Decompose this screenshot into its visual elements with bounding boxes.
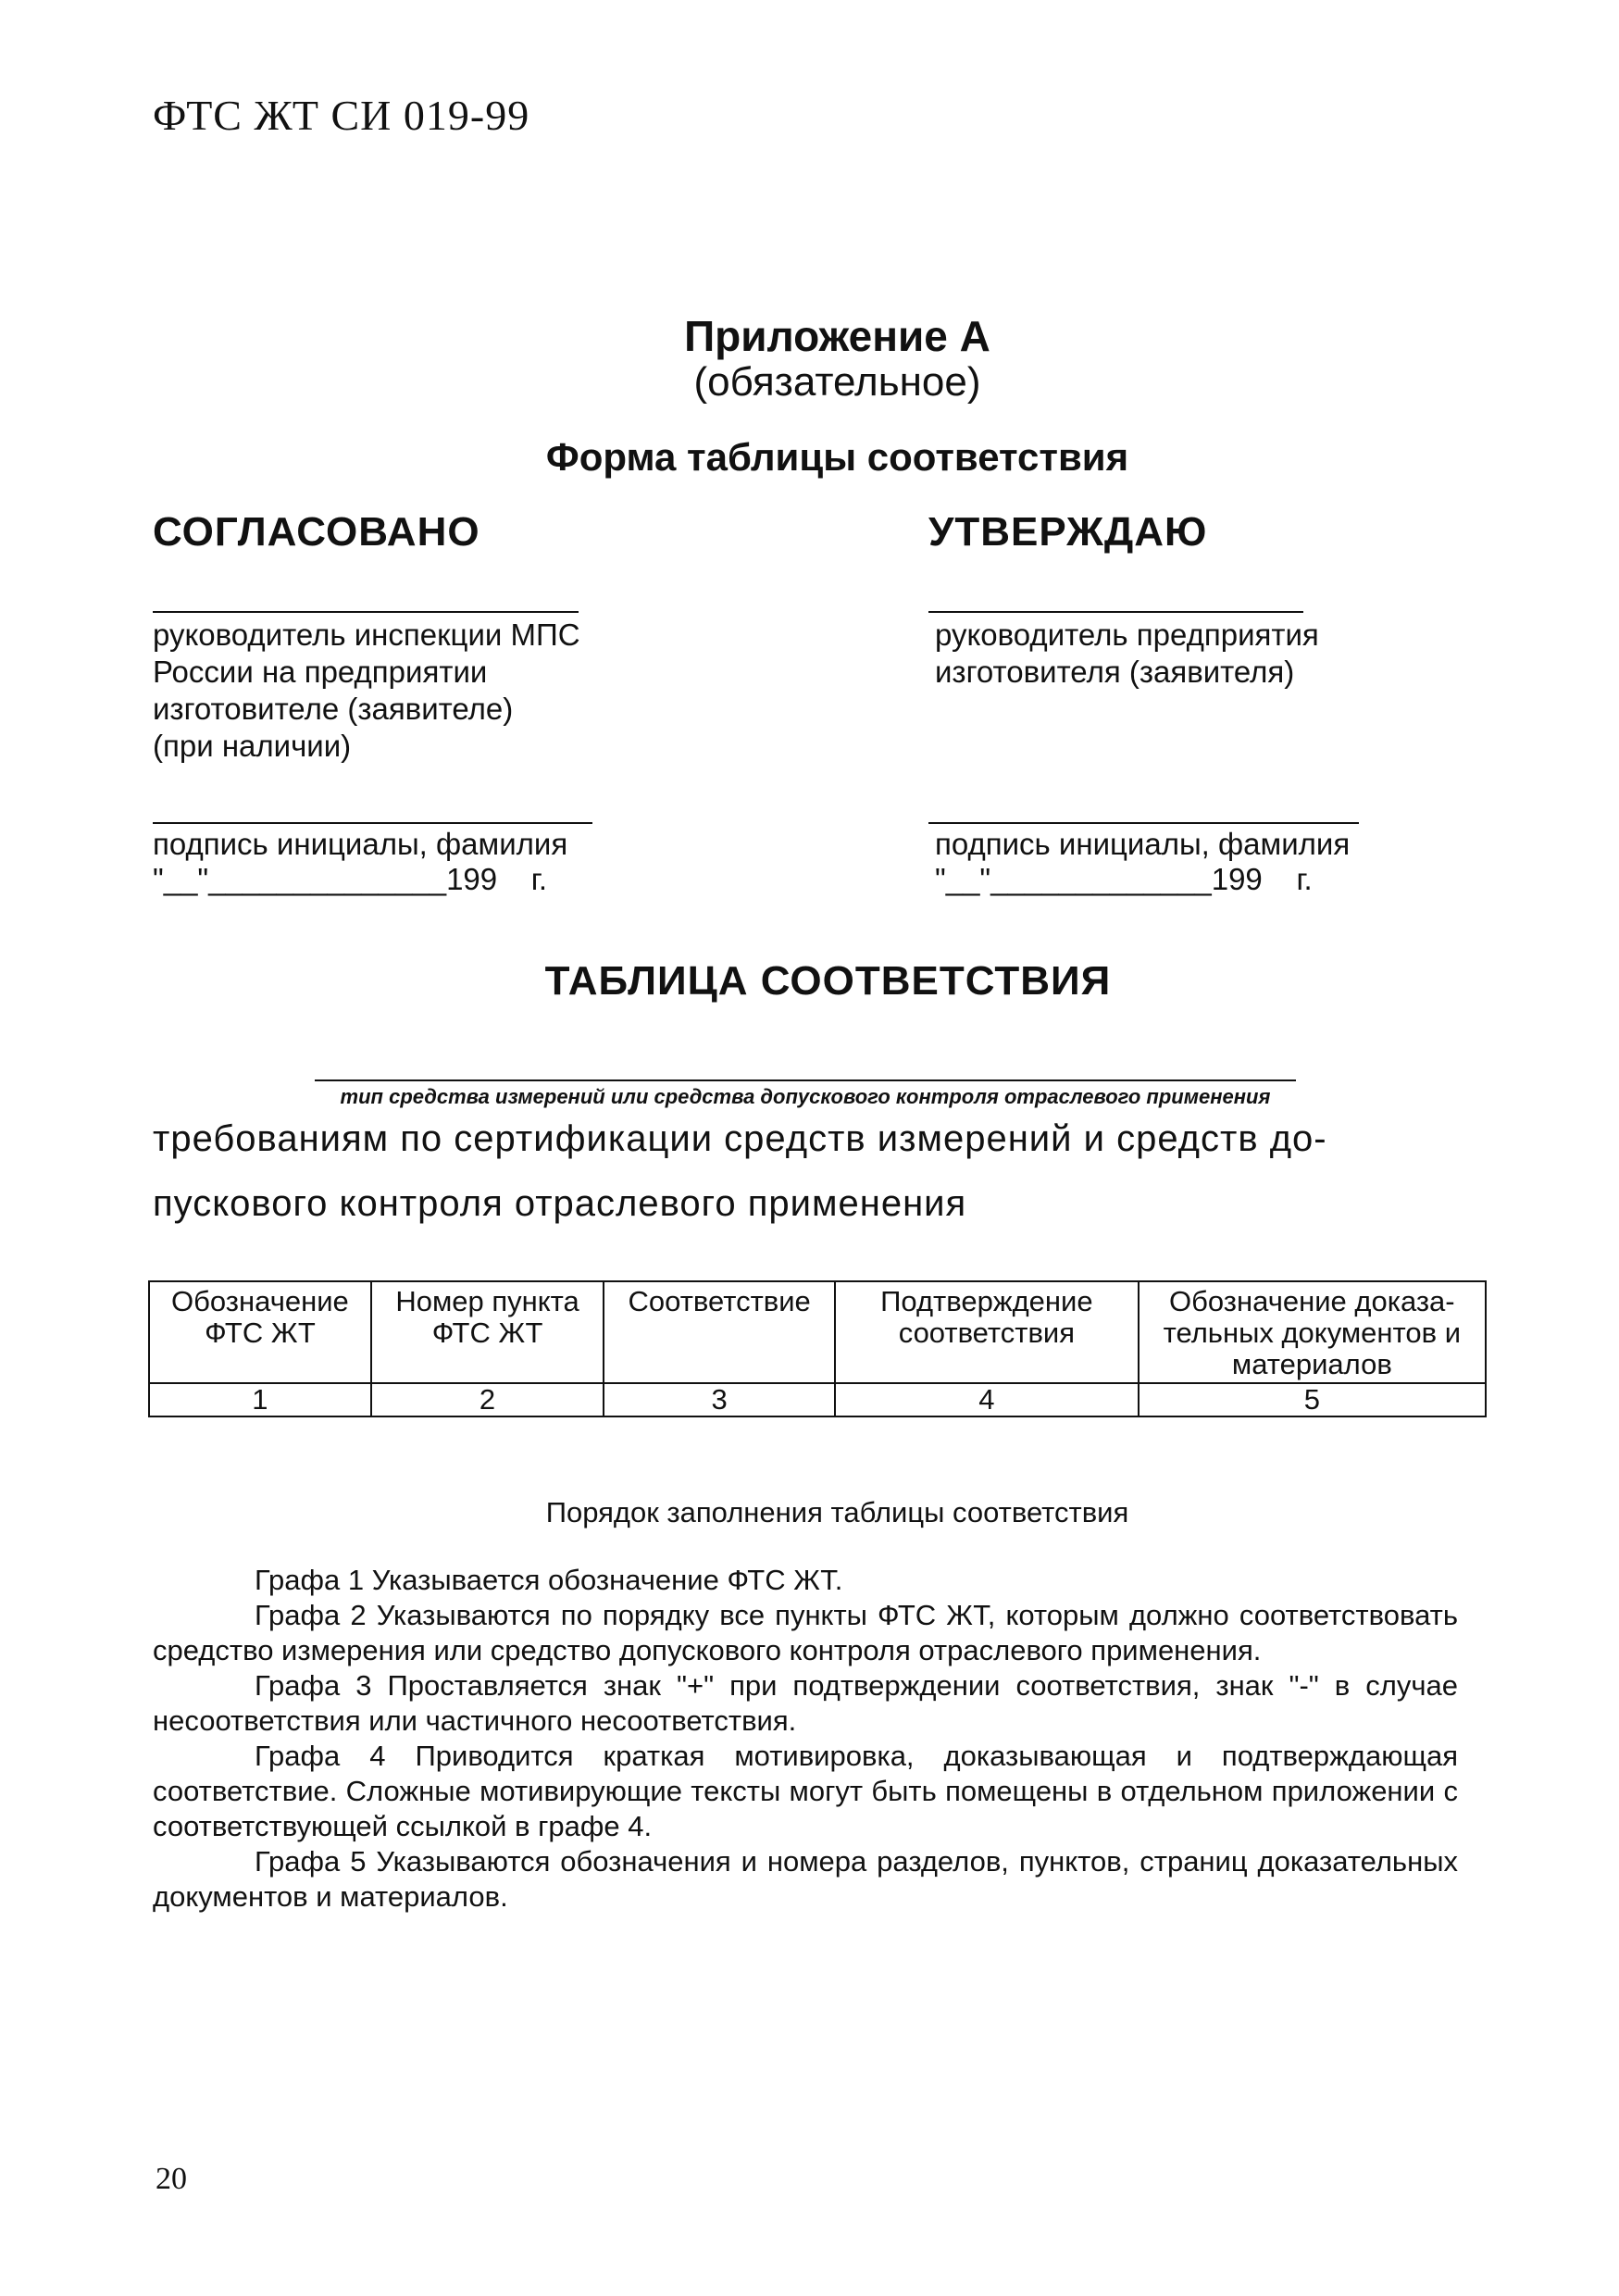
conformity-table bbox=[148, 1280, 1487, 1417]
type-entry-line bbox=[315, 1079, 1296, 1081]
requirement-line-2: пускового контроля отраслевого применения bbox=[153, 1183, 967, 1224]
appendix-subtitle: (обязательное) bbox=[693, 359, 981, 405]
approve-heading: УТВЕРЖДАЮ bbox=[928, 509, 1208, 555]
approve-signature-line bbox=[928, 822, 1359, 824]
approve-role-line-1: руководитель предприятия bbox=[935, 618, 1319, 652]
column-2-instruction: Графа 2 Указываются по порядку все пункты ФТС ЖТ, которым должно соответствовать средство измерения или средство допускового контроля отраслевого применения. bbox=[153, 1599, 1458, 1666]
approve-role-line bbox=[928, 611, 1303, 613]
agreed-role-text bbox=[153, 617, 580, 765]
table-header-cell-4: Подтверждение соответствия bbox=[835, 1281, 1139, 1383]
agreed-role-line-1: руководитель инспекции МПС bbox=[153, 618, 580, 652]
filling-instructions bbox=[153, 1563, 1458, 1915]
agreed-heading: СОГЛАСОВАНО bbox=[153, 509, 480, 555]
table-header-cell-2: Номер пункта ФТС ЖТ bbox=[371, 1281, 604, 1383]
column-1-instruction: Графа 1 Указывается обозначение ФТС ЖТ. bbox=[255, 1564, 843, 1596]
agreed-role-line-4: (при наличии) bbox=[153, 729, 352, 763]
approve-role-line-2: изготовителя (заявителя) bbox=[935, 655, 1295, 689]
column-number-2: 2 bbox=[371, 1383, 604, 1416]
agreed-role-line-3: изготовителе (заявителе) bbox=[153, 692, 514, 726]
type-caption: тип средства измерений или средства допускового контроля отраслевого применения bbox=[340, 1085, 1271, 1108]
page-number: 20 bbox=[156, 2162, 187, 2196]
table-header-row bbox=[149, 1281, 1486, 1383]
table-header-cell-5: Обозначение доказа- тельных документов и материалов bbox=[1139, 1281, 1486, 1383]
appendix-title: Приложение А bbox=[684, 312, 990, 360]
column-number-1: 1 bbox=[149, 1383, 371, 1416]
column-4-instruction: Графа 4 Приводится краткая мотивировка, доказывающая и подтверждающая соответствие. Сложные мотивирующие тексты могут быть помещены в отдельном приложении с соответствующей ссылкой в графе 4. bbox=[153, 1740, 1458, 1842]
column-5-instruction: Графа 5 Указываются обозначения и номера разделов, пунктов, страниц доказательных документов и материалов. bbox=[153, 1845, 1458, 1913]
column-number-3: 3 bbox=[604, 1383, 835, 1416]
approve-role-text bbox=[935, 617, 1319, 691]
table-header-cell-3: Соответствие bbox=[604, 1281, 835, 1383]
column-number-5: 5 bbox=[1139, 1383, 1486, 1416]
approve-signature-caption: подпись инициалы, фамилия bbox=[935, 827, 1351, 861]
document-code: ФТС ЖТ СИ 019-99 bbox=[153, 92, 530, 139]
table-number-row bbox=[149, 1383, 1486, 1416]
approve-date-line: "__"_____________199 г. bbox=[935, 862, 1313, 896]
agreed-role-line-2: России на предприятии bbox=[153, 655, 488, 689]
agreed-role-line bbox=[153, 611, 579, 613]
table-header-cell-1: Обозначение ФТС ЖТ bbox=[149, 1281, 371, 1383]
column-3-instruction: Графа 3 Проставляется знак "+" при подтверждении соответствия, знак "-" в случае несоответствия или частичного несоответствия. bbox=[153, 1669, 1458, 1737]
conformity-table-title: ТАБЛИЦА СООТВЕТСТВИЯ bbox=[544, 958, 1112, 1004]
agreed-signature-caption: подпись инициалы, фамилия bbox=[153, 827, 568, 861]
filling-title: Порядок заполнения таблицы соответствия bbox=[545, 1496, 1129, 1529]
agreed-date-line: "__"______________199 г. bbox=[153, 862, 547, 896]
form-title: Форма таблицы соответствия bbox=[545, 435, 1129, 479]
requirement-line-1: требованиям по сертификации средств измерений и средств до- bbox=[153, 1118, 1327, 1159]
column-number-4: 4 bbox=[835, 1383, 1139, 1416]
agreed-signature-line bbox=[153, 822, 592, 824]
